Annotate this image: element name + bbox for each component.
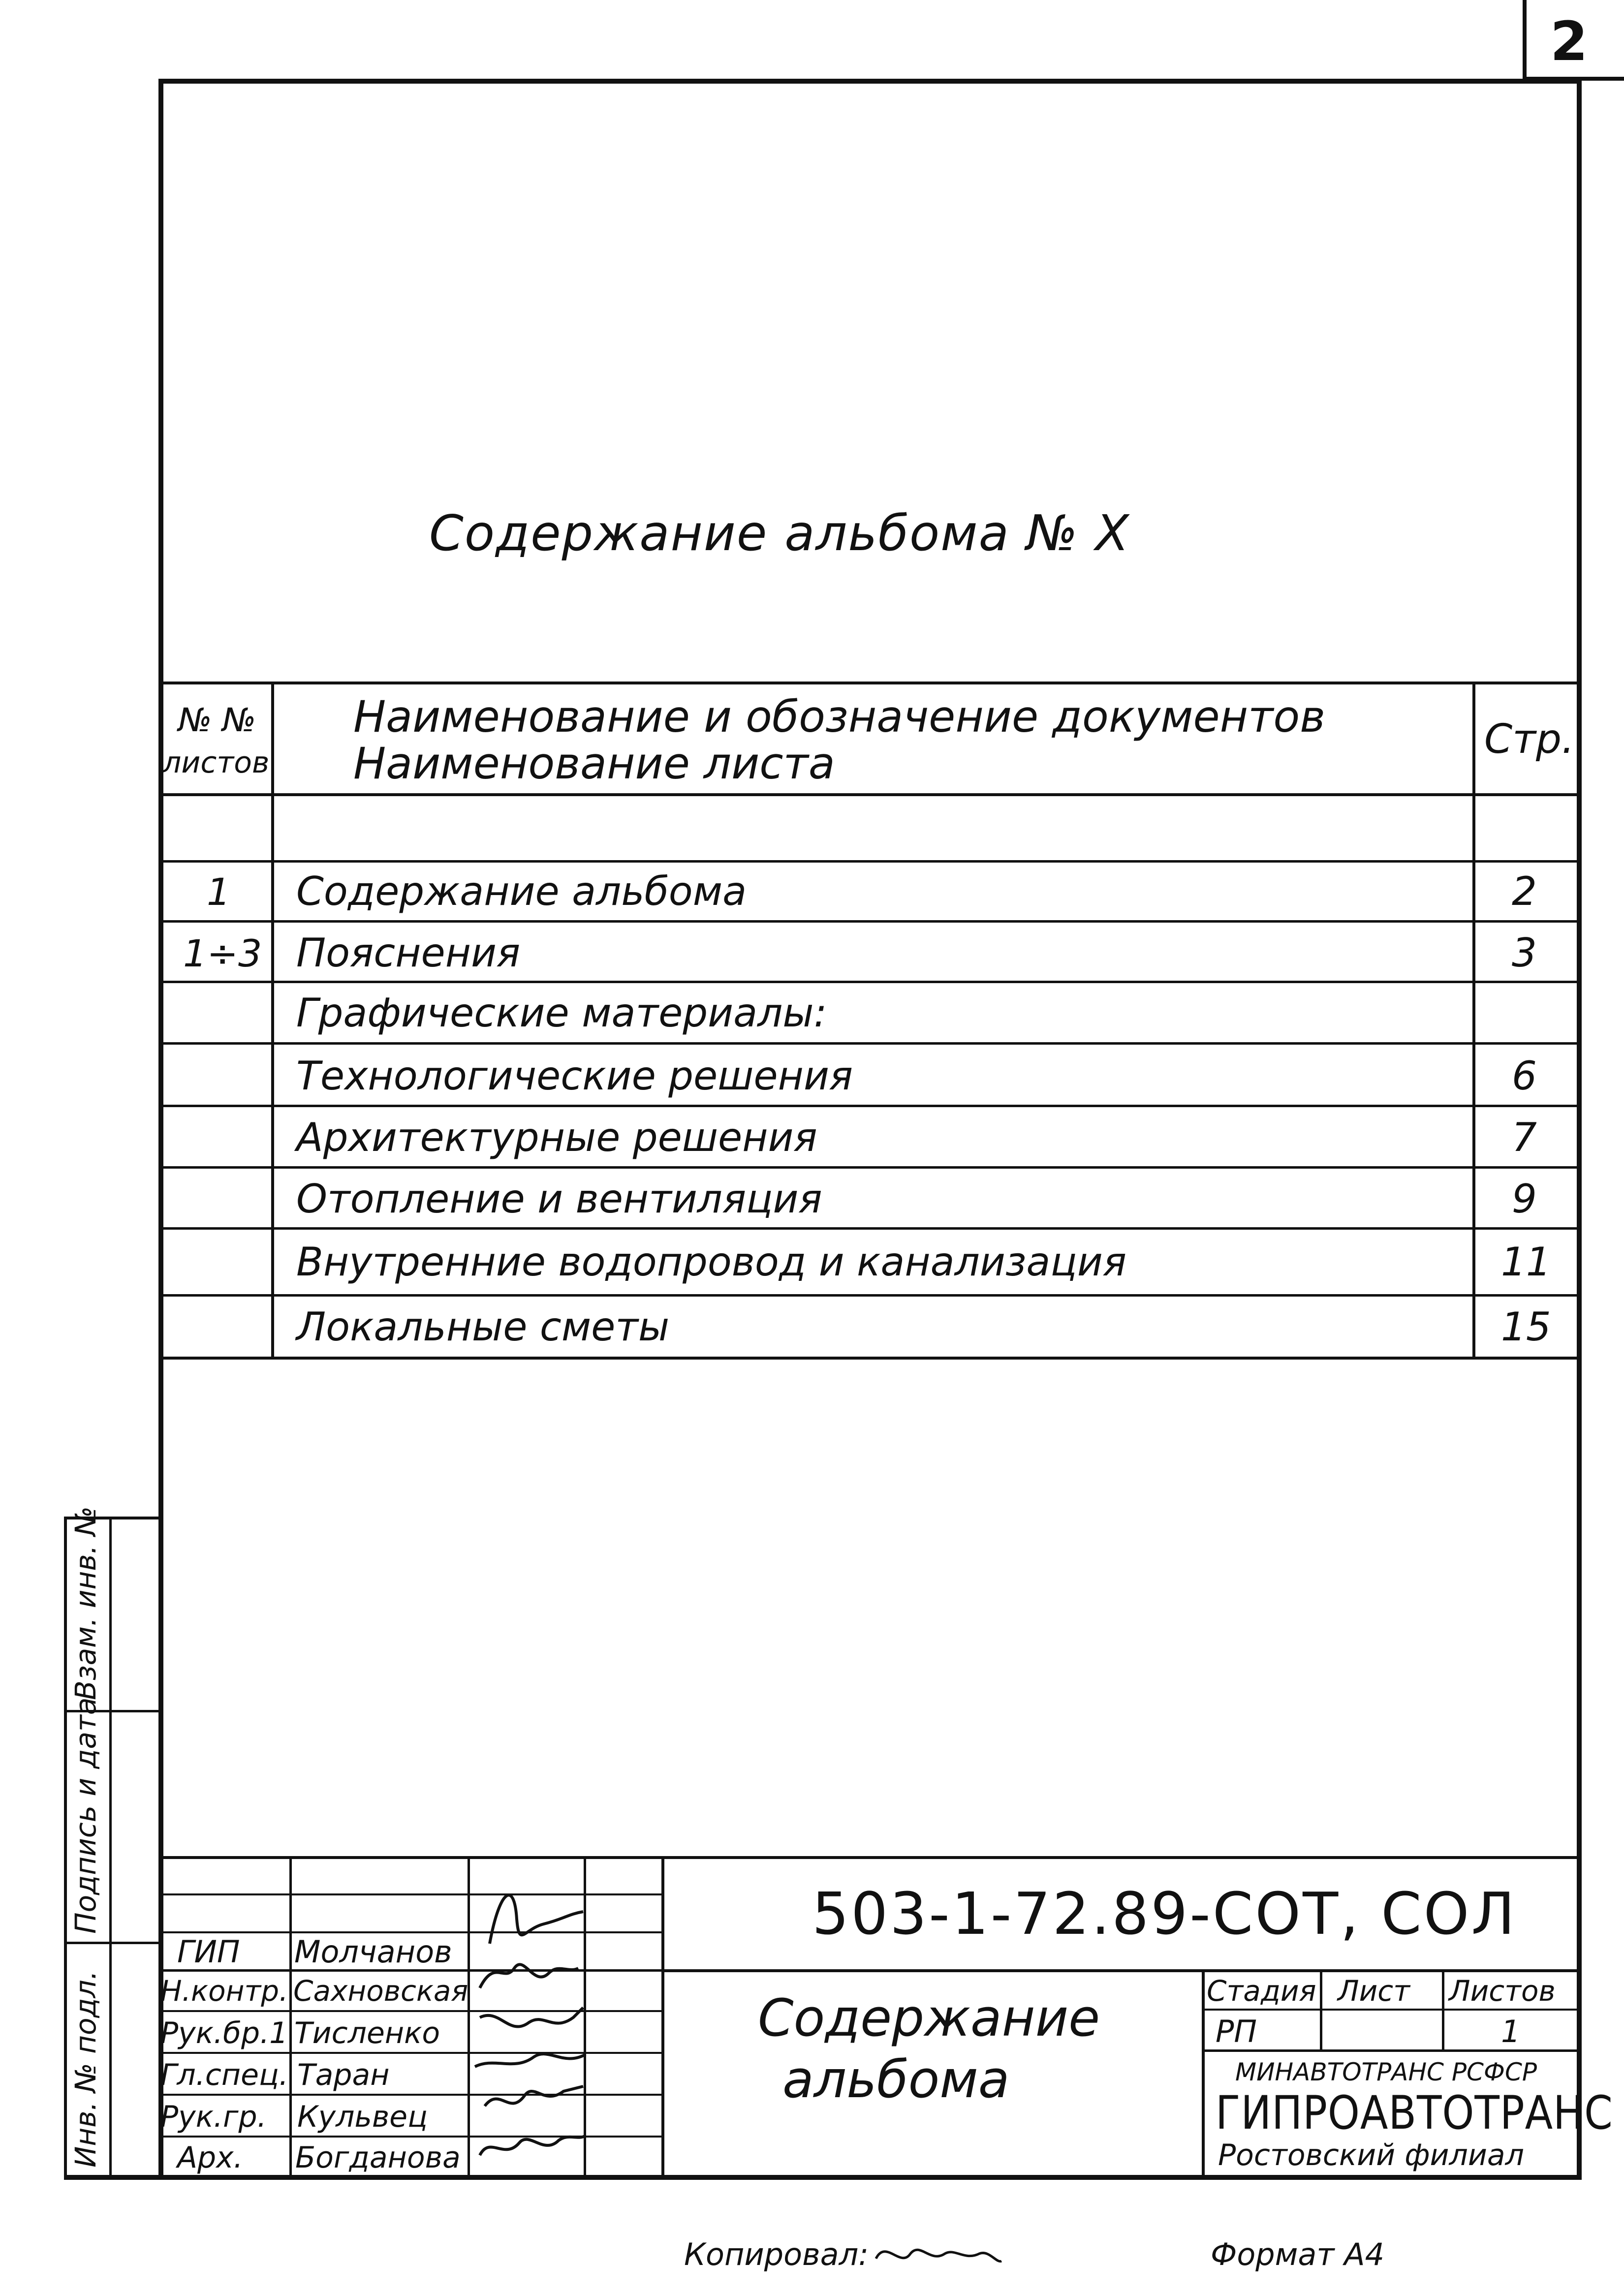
frame-right [1577, 79, 1582, 2180]
tb-top [158, 1856, 1582, 1859]
side-stamp-signature: Подпись и дата [69, 1697, 102, 1934]
tb-col-org [1202, 1969, 1205, 2178]
header-page: Стр. [1484, 716, 1575, 763]
header-name-line1: Наименование и обозначение документов [353, 691, 1326, 742]
side-stamp-left [64, 1517, 67, 2180]
page-number: 2 [1550, 10, 1588, 73]
tb-stage-row [1202, 2049, 1582, 2052]
org-name: ГИПРОАВТОТРАНС [1216, 2086, 1613, 2140]
copied-signature-scribble [871, 2234, 1004, 2278]
stage-label: Стадия [1207, 1974, 1316, 2008]
row-line [158, 860, 1582, 863]
header-name-line2: Наименование листа [353, 738, 835, 789]
row-page: 3 [1512, 930, 1537, 976]
role-label: Арх. [177, 2140, 243, 2175]
tb-col-main [661, 1856, 664, 2177]
row-name: Технологические решения [296, 1053, 853, 1099]
table-header-bottom [158, 793, 1582, 796]
row-line [158, 1042, 1582, 1045]
stage-value: РП [1216, 2014, 1257, 2049]
org-branch: Ростовский филиал [1218, 2138, 1524, 2172]
person-name: Богданова [295, 2140, 461, 2175]
person-name: Таран [297, 2058, 390, 2092]
row-page: 2 [1512, 868, 1537, 914]
side-stamp-row [64, 1942, 162, 1944]
table-col-1 [271, 682, 274, 1360]
signatures [470, 1860, 588, 2175]
header-sheets-line1: № № [178, 701, 256, 739]
tb-row [158, 1893, 664, 1895]
row-name: Архитектурные решения [296, 1115, 817, 1160]
row-name: Отопление и вентиляция [296, 1176, 822, 1222]
row-name: Внутренние водопровод и канализация [296, 1239, 1126, 1285]
table-col-2 [1472, 682, 1475, 1360]
row-line [158, 920, 1582, 923]
row-name: Графические материалы: [296, 990, 827, 1036]
role-label: ГИП [177, 1934, 240, 1970]
side-stamp-replace: Взам. инв. № [69, 1506, 102, 1700]
sheets-value: 1 [1501, 2014, 1521, 2049]
side-stamp-divider [109, 1517, 112, 2180]
tb-stage-col [1320, 1969, 1322, 2050]
copied-by-signature [871, 2234, 1004, 2278]
header-sheets-line2: листов [162, 745, 270, 780]
row-sheets: 1÷3 [183, 931, 262, 975]
row-page: 9 [1512, 1176, 1537, 1222]
row-name: Пояснения [296, 930, 521, 976]
doc-title-line2: альбома [782, 2049, 1010, 2109]
tb-row [158, 2052, 664, 2054]
tb-col [289, 1856, 292, 2177]
person-name: Кульвец [297, 2100, 428, 2134]
role-label: Рук.гр. [160, 2100, 267, 2134]
row-sheets: 1 [207, 870, 231, 914]
org-ministry: МИНАВТОТРАНС РСФСР [1235, 2058, 1537, 2086]
tb-row [158, 2010, 664, 2012]
tb-stage-row [1202, 2009, 1582, 2011]
table-bottom [158, 1357, 1582, 1360]
person-name: Тисленко [294, 2016, 440, 2050]
copied-by-label: Копировал: [684, 2236, 869, 2272]
frame-left [158, 79, 163, 2180]
page-number-box-left [1523, 0, 1527, 79]
frame-top [158, 79, 1581, 84]
side-stamp-inv: Инв. № подл. [69, 1970, 102, 2168]
row-page: 15 [1501, 1304, 1551, 1350]
role-label: Рук.бр.1 [160, 2016, 288, 2050]
page-title: Содержание альбома № X [429, 504, 1130, 562]
row-page: 7 [1512, 1115, 1537, 1160]
role-label: Гл.спец. [160, 2058, 288, 2092]
row-line [158, 1227, 1582, 1230]
tb-row [158, 2136, 664, 2138]
tb-row [158, 1931, 664, 1933]
row-line [158, 1105, 1582, 1107]
tb-row [158, 2094, 664, 2096]
row-page: 11 [1501, 1239, 1551, 1285]
tb-stage-col [1442, 1969, 1444, 2050]
signature-scribbles [470, 1860, 588, 2175]
table-top [158, 682, 1582, 684]
row-line [158, 981, 1582, 983]
row-name: Локальные сметы [296, 1304, 670, 1350]
sheet-label: Лист [1338, 1974, 1410, 2008]
person-name: Молчанов [294, 1934, 452, 1970]
row-name: Содержание альбома [296, 868, 747, 914]
role-label: Н.контр. [160, 1974, 288, 2008]
doc-title-line1: Содержание [758, 1988, 1100, 2048]
row-page: 6 [1512, 1053, 1537, 1099]
format-label: Формат А4 [1211, 2236, 1385, 2272]
row-line [158, 1166, 1582, 1169]
sheets-label: Листов [1449, 1974, 1556, 2008]
person-name: Сахновская [293, 1974, 468, 2008]
row-line [158, 1294, 1582, 1297]
document-code: 503-1-72.89-СОТ, СОЛ [812, 1880, 1517, 1948]
